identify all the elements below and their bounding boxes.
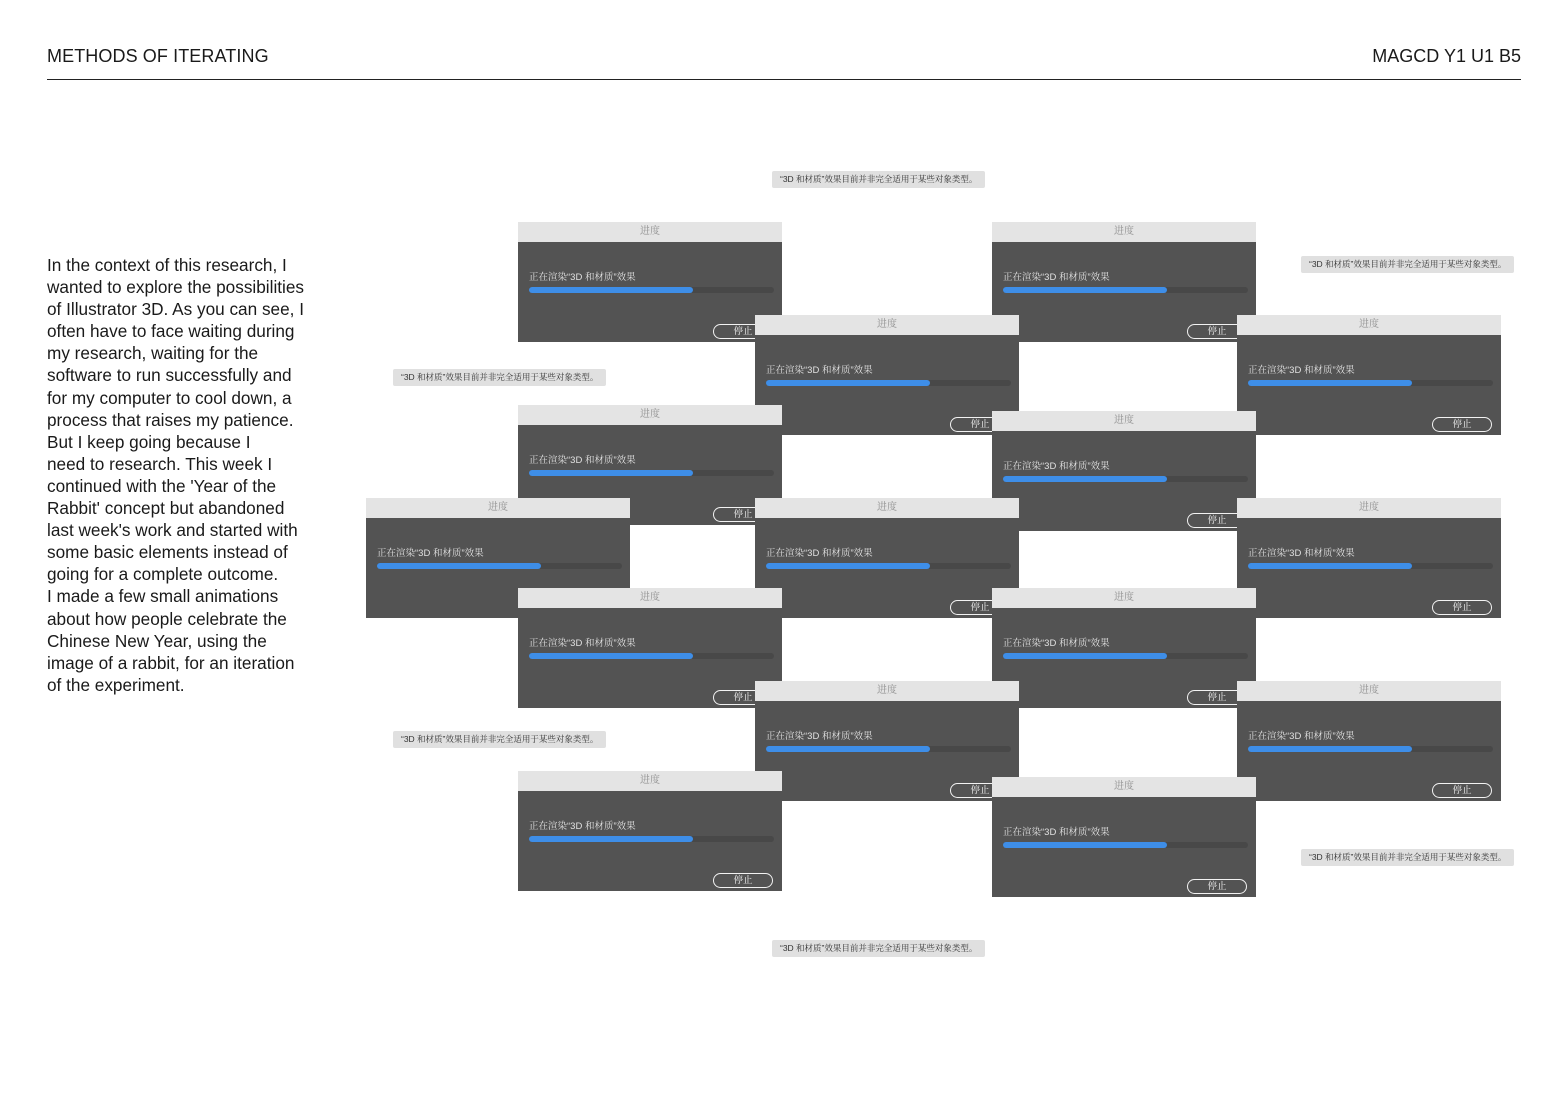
dialog-body — [992, 797, 1256, 897]
dialog-title: 进度 — [992, 777, 1256, 797]
progress-bar — [766, 380, 1011, 386]
body-line: often have to face waiting during — [47, 321, 295, 342]
progress-dialog — [1237, 498, 1501, 618]
progress-dialog — [518, 222, 782, 342]
dialog-title: 进度 — [992, 222, 1256, 242]
render-status-text: 正在渲染“3D 和材质”效果 — [1003, 638, 1110, 649]
dialog-body — [518, 242, 782, 342]
dialog-body — [992, 242, 1256, 342]
body-line: image of a rabbit, for an iteration — [47, 652, 295, 673]
progress-bar — [766, 746, 1011, 752]
render-status-text: 正在渲染“3D 和材质”效果 — [529, 455, 636, 466]
progress-fill — [529, 287, 693, 293]
unsupported-notice: “3D 和材质”效果目前并非完全适用于某些对象类型。 — [1301, 849, 1514, 866]
dialog-title: 进度 — [755, 498, 1019, 518]
body-line: some basic elements instead of — [47, 542, 288, 563]
body-line: my research, waiting for the — [47, 343, 259, 364]
progress-bar — [529, 653, 774, 659]
progress-dialog — [518, 771, 782, 891]
progress-fill — [766, 563, 930, 569]
stop-button[interactable]: 停止 — [1432, 600, 1492, 615]
render-status-text: 正在渲染“3D 和材质”效果 — [1248, 365, 1355, 376]
unsupported-notice: “3D 和材质”效果目前并非完全适用于某些对象类型。 — [772, 940, 985, 957]
dialog-body — [992, 608, 1256, 708]
render-status-text: 正在渲染“3D 和材质”效果 — [529, 638, 636, 649]
progress-bar — [1003, 842, 1248, 848]
dialog-title: 进度 — [1237, 498, 1501, 518]
progress-fill — [529, 470, 693, 476]
progress-fill — [1248, 746, 1412, 752]
progress-bar — [529, 470, 774, 476]
body-line: of the experiment. — [47, 674, 185, 695]
body-line: about how people celebrate the — [47, 608, 287, 629]
progress-fill — [1248, 380, 1412, 386]
stop-button[interactable]: 停止 — [713, 873, 773, 888]
progress-bar — [1248, 746, 1493, 752]
stop-button[interactable]: 停止 — [950, 783, 1010, 798]
stop-button[interactable]: 停止 — [713, 507, 773, 522]
progress-dialog — [755, 315, 1019, 435]
render-status-text: 正在渲染“3D 和材质”效果 — [766, 731, 873, 742]
body-line: need to research. This week I — [47, 453, 273, 474]
progress-dialog — [1237, 681, 1501, 801]
body-line: last week's work and started with — [47, 520, 298, 541]
render-status-text: 正在渲染“3D 和材质”效果 — [766, 365, 873, 376]
progress-fill — [1003, 287, 1167, 293]
progress-dialog — [518, 588, 782, 708]
dialog-title: 进度 — [1237, 681, 1501, 701]
body-line: of Illustrator 3D. As you can see, I — [47, 299, 304, 320]
body-paragraph — [47, 254, 337, 696]
progress-fill — [529, 836, 693, 842]
stop-button[interactable]: 停止 — [1187, 690, 1247, 705]
progress-bar — [529, 287, 774, 293]
dialog-title: 进度 — [755, 681, 1019, 701]
render-status-text: 正在渲染“3D 和材质”效果 — [1248, 548, 1355, 559]
progress-fill — [1003, 842, 1167, 848]
dialog-body — [1237, 335, 1501, 435]
header-divider — [47, 79, 1521, 80]
body-line: Chinese New Year, using the — [47, 630, 267, 651]
dialog-body — [755, 518, 1019, 618]
progress-dialog — [1237, 315, 1501, 435]
progress-dialog — [992, 588, 1256, 708]
dialog-body — [1237, 701, 1501, 801]
stop-button[interactable]: 停止 — [713, 690, 773, 705]
body-line: process that raises my patience. — [47, 409, 294, 430]
progress-fill — [1003, 476, 1167, 482]
progress-bar — [377, 563, 622, 569]
dialog-body — [755, 335, 1019, 435]
progress-fill — [1003, 653, 1167, 659]
dialog-title: 进度 — [755, 315, 1019, 335]
stop-button[interactable]: 停止 — [950, 600, 1010, 615]
stop-button[interactable]: 停止 — [1187, 879, 1247, 894]
render-status-text: 正在渲染“3D 和材质”效果 — [1003, 827, 1110, 838]
dialog-title: 进度 — [518, 405, 782, 425]
progress-fill — [529, 653, 693, 659]
unsupported-notice: “3D 和材质”效果目前并非完全适用于某些对象类型。 — [1301, 256, 1514, 273]
unsupported-notice: “3D 和材质”效果目前并非完全适用于某些对象类型。 — [393, 731, 606, 748]
stop-button[interactable]: 停止 — [1187, 324, 1247, 339]
body-line: for my computer to cool down, a — [47, 387, 292, 408]
render-status-text: 正在渲染“3D 和材质”效果 — [529, 272, 636, 283]
dialog-title: 进度 — [992, 411, 1256, 431]
dialog-body — [992, 431, 1256, 531]
body-line: software to run successfully and — [47, 365, 292, 386]
dialog-title: 进度 — [366, 498, 630, 518]
page-title: METHODS OF ITERATING — [47, 46, 269, 66]
body-line: But I keep going because I — [47, 431, 251, 452]
body-line: I made a few small animations — [47, 586, 279, 607]
unsupported-notice: “3D 和材质”效果目前并非完全适用于某些对象类型。 — [772, 171, 985, 188]
body-line: In the context of this research, I — [47, 255, 287, 275]
progress-fill — [1248, 563, 1412, 569]
progress-fill — [766, 380, 930, 386]
render-status-text: 正在渲染“3D 和材质”效果 — [1003, 461, 1110, 472]
render-status-text: 正在渲染“3D 和材质”效果 — [766, 548, 873, 559]
progress-fill — [766, 746, 930, 752]
dialog-body — [518, 791, 782, 891]
render-status-text: 正在渲染“3D 和材质”效果 — [1248, 731, 1355, 742]
dialog-title: 进度 — [992, 588, 1256, 608]
stop-button[interactable]: 停止 — [950, 417, 1010, 432]
body-line: Rabbit' concept but abandoned — [47, 498, 285, 519]
dialog-body — [755, 701, 1019, 801]
progress-fill — [377, 563, 541, 569]
dialog-title: 进度 — [1237, 315, 1501, 335]
dialog-body — [518, 608, 782, 708]
stop-button[interactable]: 停止 — [1187, 513, 1247, 528]
progress-bar — [766, 563, 1011, 569]
dialog-title: 进度 — [518, 588, 782, 608]
dialog-title: 进度 — [518, 771, 782, 791]
stop-button[interactable]: 停止 — [1432, 783, 1492, 798]
progress-dialog — [755, 681, 1019, 801]
stop-button[interactable]: 停止 — [1432, 417, 1492, 432]
dialog-body — [1237, 518, 1501, 618]
progress-bar — [529, 836, 774, 842]
progress-bar — [1003, 653, 1248, 659]
body-line: wanted to explore the possibilities — [47, 277, 305, 298]
unsupported-notice: “3D 和材质”效果目前并非完全适用于某些对象类型。 — [393, 369, 606, 386]
render-status-text: 正在渲染“3D 和材质”效果 — [377, 548, 484, 559]
render-status-text: 正在渲染“3D 和材质”效果 — [529, 821, 636, 832]
stop-button[interactable]: 停止 — [713, 324, 773, 339]
progress-dialog — [992, 411, 1256, 531]
render-status-text: 正在渲染“3D 和材质”效果 — [1003, 272, 1110, 283]
body-line: continued with the 'Year of the — [47, 475, 277, 496]
dialog-title: 进度 — [518, 222, 782, 242]
progress-bar — [1003, 476, 1248, 482]
progress-dialog — [755, 498, 1019, 618]
page-code: MAGCD Y1 U1 B5 — [1372, 46, 1521, 66]
progress-bar — [1248, 563, 1493, 569]
progress-bar — [1003, 287, 1248, 293]
progress-dialog — [992, 222, 1256, 342]
progress-dialog — [992, 777, 1256, 897]
body-line: going for a complete outcome. — [47, 564, 279, 585]
progress-bar — [1248, 380, 1493, 386]
